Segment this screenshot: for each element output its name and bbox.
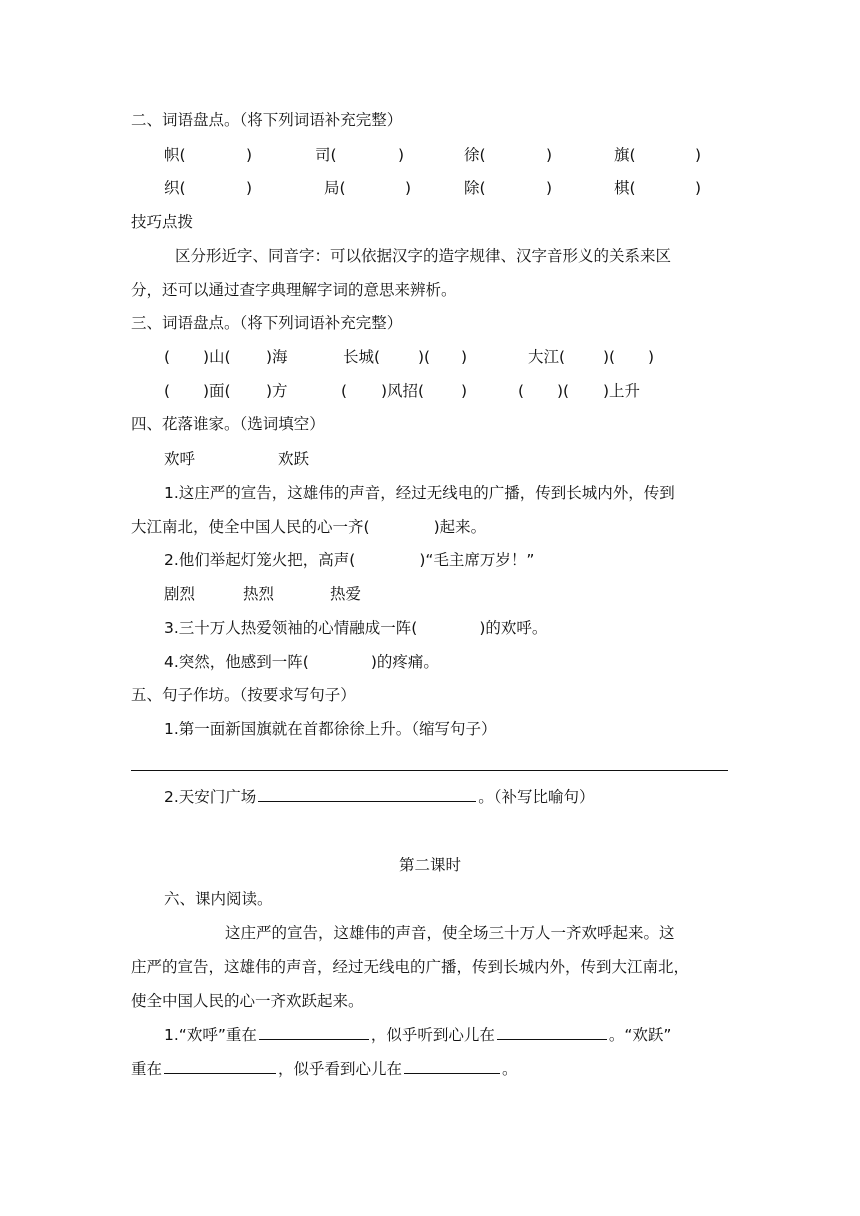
section-2-heading: 二、词语盘点。（将下列词语补充完整）	[131, 111, 403, 129]
choice-word: 热烈	[243, 585, 275, 603]
choice-word: 剧烈	[164, 585, 196, 603]
question-text: 。	[502, 1060, 518, 1078]
word-blank-close: )	[546, 179, 553, 197]
word-blank-close: )	[648, 348, 655, 366]
answer-line[interactable]	[131, 770, 728, 771]
question-text: ，似乎看到心儿在	[278, 1060, 403, 1078]
word-blank: )(	[557, 382, 570, 400]
word-blank: 织(	[164, 179, 186, 197]
question-text: 。（补写比喻句）	[478, 788, 595, 806]
answer-line[interactable]	[259, 1038, 369, 1040]
section-4-heading: 四、花落谁家。（选词填空）	[131, 415, 325, 433]
word-blank-close: )	[246, 179, 253, 197]
question-6-1-line-2	[131, 1062, 518, 1078]
word-blank-close: )	[405, 179, 412, 197]
word-blank-close: )	[695, 146, 702, 164]
section-6-heading: 六、课内阅读。	[164, 890, 273, 908]
tips-text-line-2: 分，还可以通过查字典理解字词的意思来辨析。	[131, 281, 457, 299]
word-blank-close: )	[695, 179, 702, 197]
word-blank: (	[341, 382, 348, 400]
choice-word: 欢呼	[164, 450, 196, 468]
answer-line[interactable]	[258, 800, 476, 802]
question-text: )的疼痛。	[370, 653, 439, 671]
word-blank-close: )	[546, 146, 553, 164]
question-text: )“毛主席万岁！”	[419, 551, 535, 569]
choice-word: 欢跃	[278, 450, 310, 468]
word-blank-close: )	[461, 382, 468, 400]
tips-text-line-1: 区分形近字、同音字：可以依据汉字的造字规律、汉字音形义的关系来区	[175, 247, 672, 265]
question-text: 4.突然，他感到一阵(	[164, 653, 309, 671]
reading-paragraph-line-3: 使全中国人民的心一齐欢跃起来。	[131, 992, 364, 1010]
tips-title: 技巧点拨	[131, 213, 194, 231]
word-blank: )海	[266, 348, 288, 366]
word-blank: (	[518, 382, 525, 400]
question-text: 1.“欢呼”重在	[164, 1026, 257, 1044]
question-4-2	[164, 553, 534, 569]
question-text: 重在	[131, 1060, 163, 1078]
word-blank: 帜(	[164, 146, 186, 164]
word-blank: 司(	[315, 146, 337, 164]
section-3-heading: 三、词语盘点。（将下列词语补充完整）	[131, 314, 403, 332]
word-blank: )(	[418, 348, 431, 366]
question-text: 2.他们举起灯笼火把，高声(	[164, 551, 356, 569]
word-blank: )上升	[603, 382, 641, 400]
lesson-2-title: 第二课时	[398, 856, 461, 874]
reading-paragraph-line-1: 这庄严的宣告，这雄伟的声音，使全场三十万人一齐欢呼起来。这	[225, 924, 675, 942]
question-text: )的欢呼。	[479, 619, 548, 637]
question-text: 3.三十万人热爱领袖的心情融成一阵(	[164, 619, 418, 637]
word-blank: )山(	[203, 348, 231, 366]
word-blank: (	[164, 348, 171, 366]
question-text: 。“欢跃”	[608, 1026, 672, 1044]
answer-line[interactable]	[497, 1038, 607, 1040]
word-blank: )(	[603, 348, 616, 366]
answer-line[interactable]	[404, 1072, 500, 1074]
word-blank: )风招(	[381, 382, 425, 400]
word-blank-close: )	[461, 348, 468, 366]
question-5-2	[164, 790, 595, 806]
word-blank: 局(	[324, 179, 346, 197]
word-blank-close: )	[398, 146, 405, 164]
question-4-4	[164, 655, 439, 671]
word-blank: 除(	[464, 179, 486, 197]
word-blank: )面(	[203, 382, 231, 400]
word-blank-close: )	[246, 146, 253, 164]
question-4-1-line-1: 1.这庄严的宣告，这雄伟的声音，经过无线电的广播，传到长城内外，传到	[164, 484, 675, 502]
choice-word: 热爱	[330, 585, 362, 603]
word-blank: 大江(	[528, 348, 566, 366]
question-text: 2.天安门广场	[164, 788, 257, 806]
question-text: )起来。	[433, 518, 487, 536]
word-blank: (	[164, 382, 171, 400]
question-6-1-line-1	[164, 1028, 671, 1044]
word-blank: 棋(	[614, 179, 636, 197]
answer-line[interactable]	[164, 1072, 276, 1074]
word-blank: )方	[266, 382, 288, 400]
question-5-1: 1.第一面新国旗就在首都徐徐上升。（缩写句子）	[164, 720, 497, 738]
question-4-3	[164, 621, 547, 637]
section-5-heading: 五、句子作坊。（按要求写句子）	[131, 686, 356, 704]
question-4-1-line-2	[131, 520, 486, 536]
question-text: ，似乎听到心儿在	[370, 1026, 495, 1044]
reading-paragraph-line-2: 庄严的宣告，这雄伟的声音，经过无线电的广播，传到长城内外，传到大江南北，	[131, 958, 690, 976]
word-blank: 长城(	[343, 348, 381, 366]
word-blank: 旗(	[614, 146, 636, 164]
word-blank: 徐(	[464, 146, 486, 164]
question-text: 大江南北，使全中国人民的心一齐(	[131, 518, 370, 536]
